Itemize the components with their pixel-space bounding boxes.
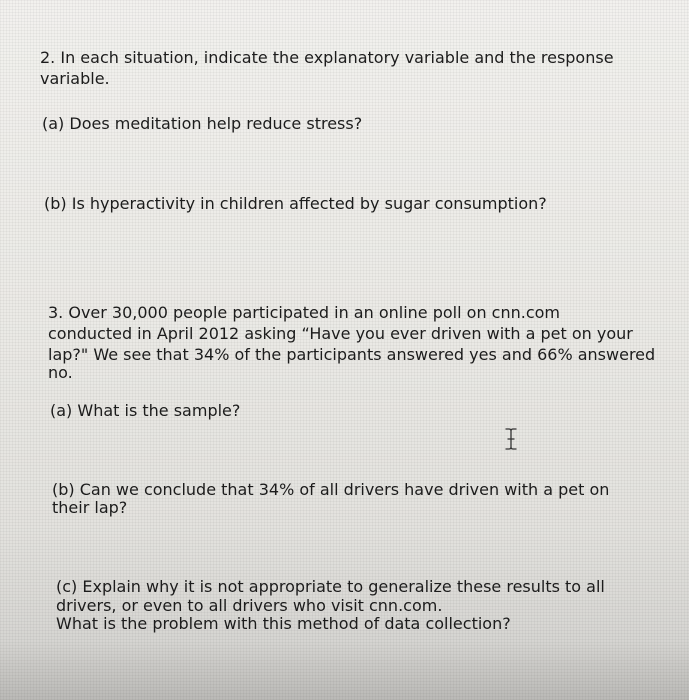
question-3-line-2: conducted in April 2012 asking “Have you ever driven with a pet on your xyxy=(48,324,633,343)
question-2a: (a) Does meditation help reduce stress? xyxy=(42,114,363,133)
question-2-heading-line-1: 2. In each situation, indicate the explanatory variable and the response xyxy=(40,48,614,67)
bottom-shadow xyxy=(0,640,689,700)
text-ibeam-cursor-icon xyxy=(503,428,519,450)
question-3c-line-1: (c) Explain why it is not appropriate to generalize these results to all xyxy=(56,577,605,596)
question-3c-line-2: drivers, or even to all drivers who visit cnn.com. xyxy=(56,596,443,615)
question-3-line-1: 3. Over 30,000 people participated in an online poll on cnn.com xyxy=(48,303,560,322)
question-3-line-3: lap?" We see that 34% of the participants answered yes and 66% answered xyxy=(48,345,656,364)
question-3b-line-2: their lap? xyxy=(52,498,128,517)
question-3-line-4: no. xyxy=(48,363,73,382)
question-2b: (b) Is hyperactivity in children affected by sugar consumption? xyxy=(44,194,547,213)
question-3a: (a) What is the sample? xyxy=(50,401,241,420)
question-3c-line-3: What is the problem with this method of data collection? xyxy=(56,614,511,633)
question-3b-line-1: (b) Can we conclude that 34% of all drivers have driven with a pet on xyxy=(52,480,610,499)
question-2-heading-line-2: variable. xyxy=(40,69,110,88)
